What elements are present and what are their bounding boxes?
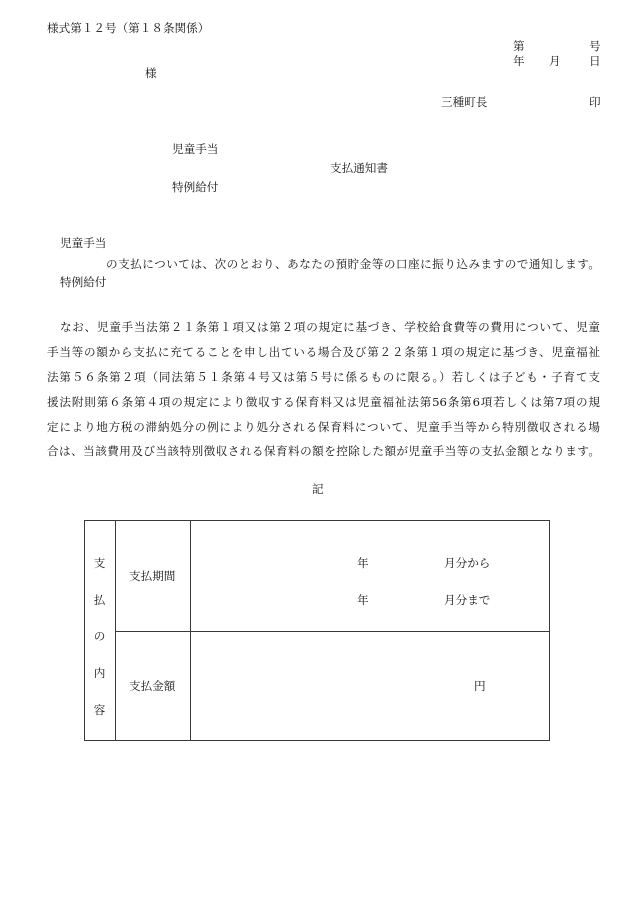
note-line: 定により地方税の滞納処分の例により処分される保育料について、児童手当等から特別徴収される場 [47,420,600,434]
note-line: 手当等の額から支払に充てることを申し出ている場合及び第２２条第１項の規定に基づき、児童福祉 [47,345,600,359]
title-option-special-benefit: 特例給付 [172,180,219,194]
note-line: 合は、当該費用及び当該特別徴収される保育料の額を控除した額が児童手当等の支払金額となります。 [47,444,600,458]
period-from-year: 年 [357,556,369,570]
document-title: 支払通知書 [330,161,388,175]
table-divider-horizontal [115,631,550,632]
payment-amount-label: 支払金額 [129,679,176,693]
side-label-char: 容 [93,703,106,717]
note-line: なお、児童手当法第２１条第１項又は第２項の規定に基づき、学校給食費等の費用について、児童 [60,320,600,334]
title-option-child-allowance: 児童手当 [172,142,219,156]
date-month: 月 [549,54,561,68]
issuer-name: 三種町長 [441,95,488,109]
side-label-char: の [93,629,106,643]
period-to-month: 月分まで [444,593,491,607]
doc-number-suffix: 号 [589,39,601,53]
ki-heading: 記 [312,482,324,496]
note-line: 援法附則第６条第４項の規定により徴収する保育料又は児童福祉法第56条第6項若しくは第7項の規 [47,395,600,409]
notice-option-child-allowance: 児童手当 [60,236,107,250]
notice-option-special-benefit: 特例給付 [60,275,107,289]
recipient-suffix: 様 [145,66,157,80]
period-from-month: 月分から [444,556,491,570]
doc-number-prefix: 第 [513,39,525,53]
note-line: 法第５６条第２項（同法第５１条第４号又は第５号に係るものに限る。）若しくは子ども・子育て支 [47,370,600,384]
seal-mark: 印 [589,95,601,109]
payment-amount-unit: 円 [474,679,486,693]
notice-text: の支払については、次のとおり、あなたの預貯金等の口座に振り込みますので通知します。 [106,257,600,271]
period-to-year: 年 [357,593,369,607]
side-label-char: 支 [93,556,106,570]
payment-period-label: 支払期間 [129,569,176,583]
side-label-char: 払 [93,593,106,607]
form-number: 様式第１２号（第１８条関係） [47,21,210,35]
date-day: 日 [589,54,601,68]
date-year: 年 [513,54,525,68]
side-label-char: 内 [93,666,106,680]
